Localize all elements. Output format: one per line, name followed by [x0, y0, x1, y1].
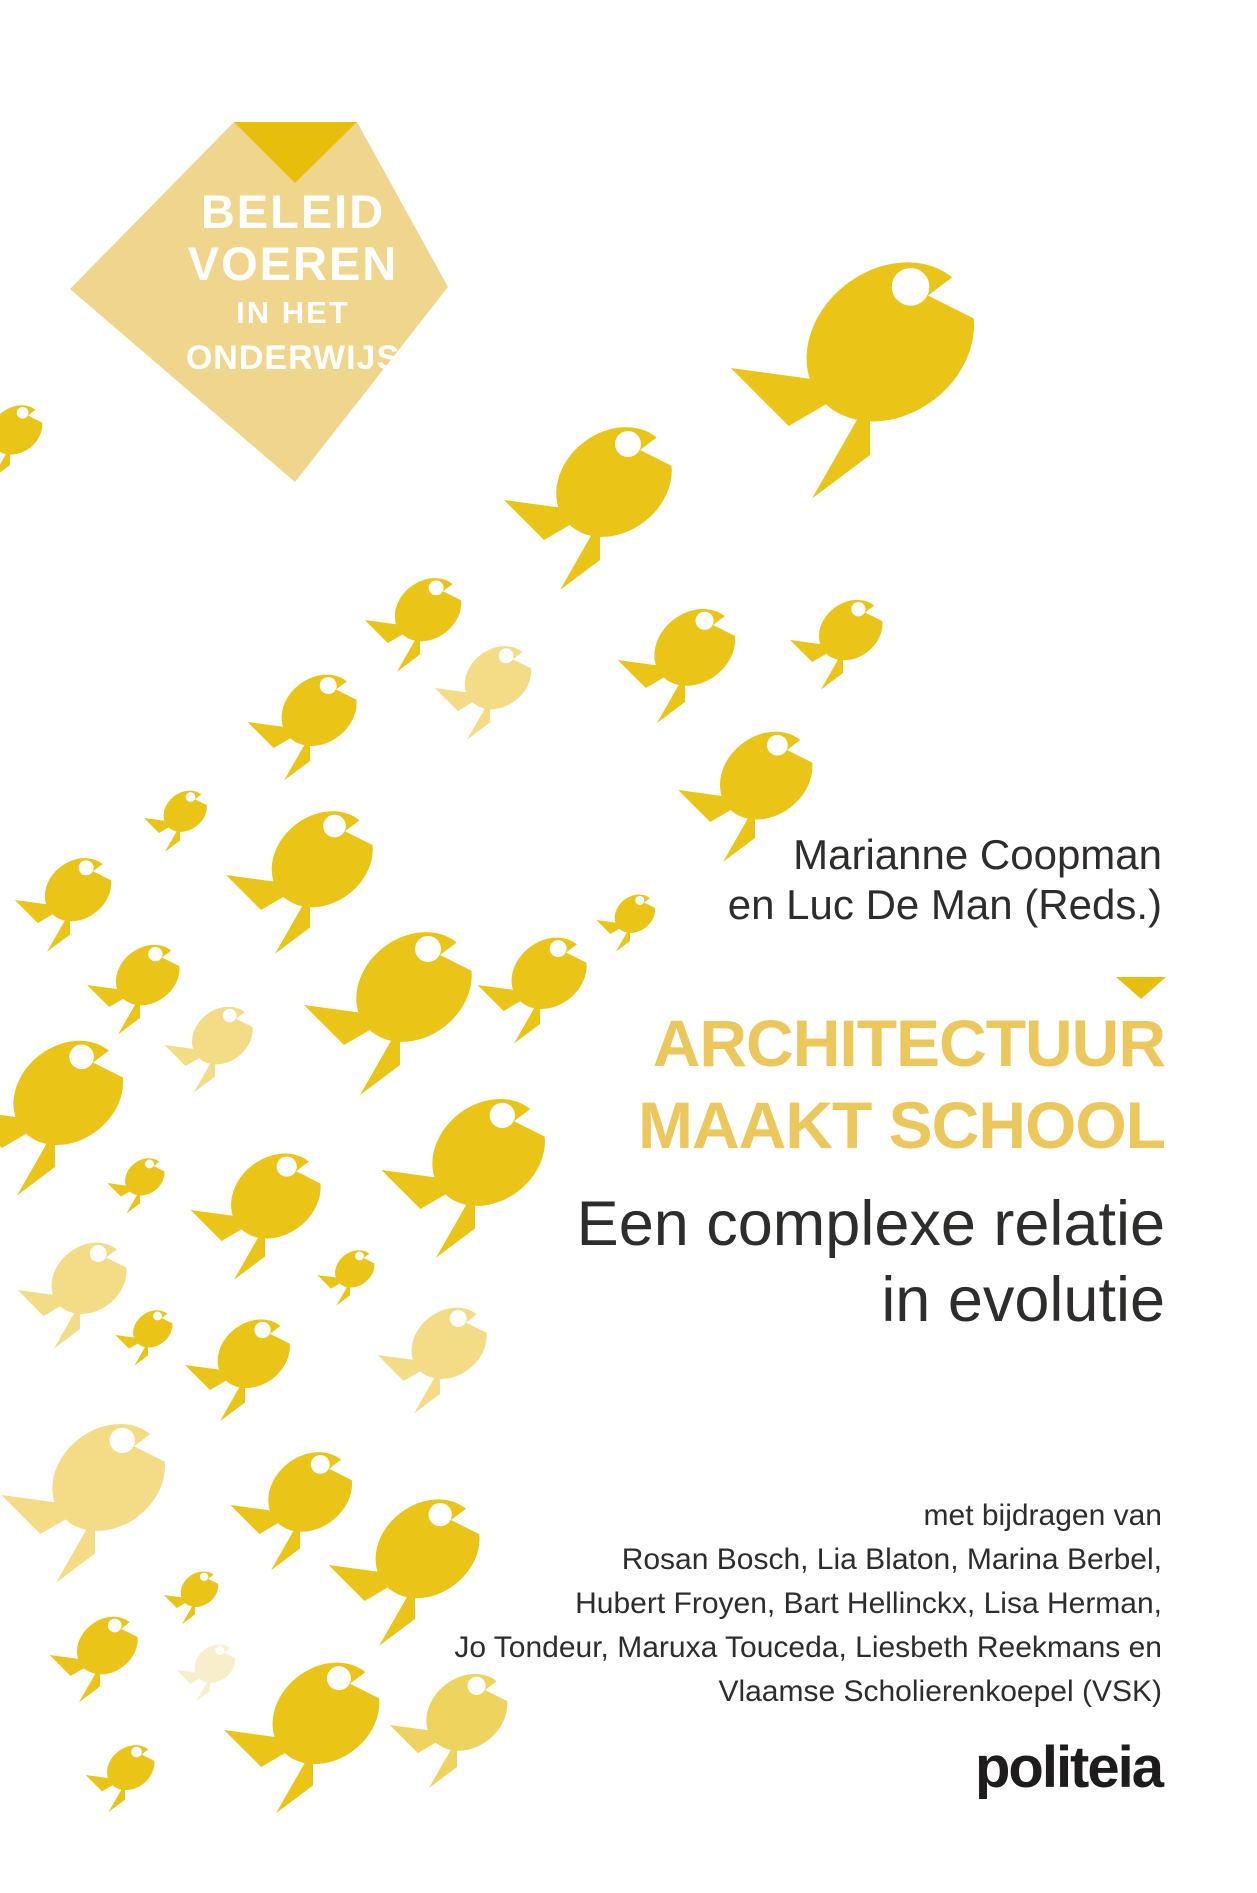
- fish-icon: [144, 782, 215, 852]
- fish-icon: [18, 1228, 141, 1349]
- badge-line-4: ONDERWIJS: [185, 339, 401, 377]
- contributor-line: Rosan Bosch, Lia Blaton, Marina Berbel,: [621, 1543, 1162, 1576]
- contributor-line: met bijdragen van: [923, 1499, 1162, 1532]
- fish-icon: [0, 395, 52, 479]
- fish-icon: [86, 1736, 164, 1812]
- fish-icon: [731, 229, 1006, 498]
- fish-icon: [226, 791, 392, 953]
- fish-icon: [381, 1077, 566, 1258]
- series-badge: [186, 186, 400, 380]
- contributors-block: [454, 1494, 1162, 1714]
- fish-icon: [618, 593, 751, 723]
- title-marker-icon: [1116, 977, 1166, 999]
- fish-icon: [317, 1243, 381, 1306]
- badge-line-1: BELEID: [200, 185, 386, 238]
- contributor-line: Jo Tondeur, Maruxa Touceda, Liesbeth Reekmans en: [454, 1631, 1162, 1664]
- subtitle-line-2: in evolutie: [881, 1265, 1165, 1335]
- fish-icon: [176, 1637, 242, 1702]
- fish-icon: [50, 1605, 150, 1702]
- fish-icon: [248, 660, 371, 781]
- title-line-2: MAAKT SCHOOL: [638, 1088, 1165, 1162]
- publisher-logo: politeia: [974, 1735, 1162, 1800]
- fish-icon: [15, 845, 124, 952]
- fish-icon: [478, 923, 601, 1044]
- subtitle-line-1: Een complexe relatie: [576, 1189, 1165, 1259]
- fish-icon: [504, 404, 694, 590]
- fish-icon: [435, 633, 544, 740]
- fish-icon: [790, 587, 894, 689]
- fish-icon: [164, 1564, 226, 1624]
- book-title: [638, 1002, 1165, 1166]
- book-subtitle: [577, 1186, 1165, 1338]
- contributor-line: Vlaamse Scholierenkoepel (VSK): [718, 1675, 1162, 1708]
- fish-icon: [378, 1293, 501, 1414]
- fish-icon: [185, 1305, 304, 1421]
- fish-icon: [596, 887, 662, 952]
- title-line-1: ARCHITECTUUR: [652, 1006, 1165, 1080]
- author-line-1: Marianne Coopman: [793, 831, 1162, 878]
- fish-icon: [165, 995, 265, 1092]
- fish-icon: [87, 932, 191, 1034]
- fish-icon: [230, 1436, 367, 1571]
- fish-icon: [224, 1642, 399, 1814]
- fish-icon: [0, 1019, 144, 1195]
- fish-icon: [115, 1303, 179, 1366]
- fish-icon: [107, 1151, 171, 1214]
- badge-line-2: VOEREN: [187, 237, 399, 290]
- fish-icon: [304, 909, 494, 1095]
- contributor-line: Hubert Froyen, Bart Hellinckx, Lisa Herman,: [575, 1587, 1162, 1620]
- author-line-2: en Luc De Man (Reds.): [727, 881, 1162, 928]
- badge-line-3: IN HET: [236, 295, 350, 330]
- fish-icon: [191, 1136, 338, 1280]
- author-block: [728, 830, 1162, 930]
- fish-icon: [1, 1402, 186, 1583]
- fish-icon: [365, 565, 474, 672]
